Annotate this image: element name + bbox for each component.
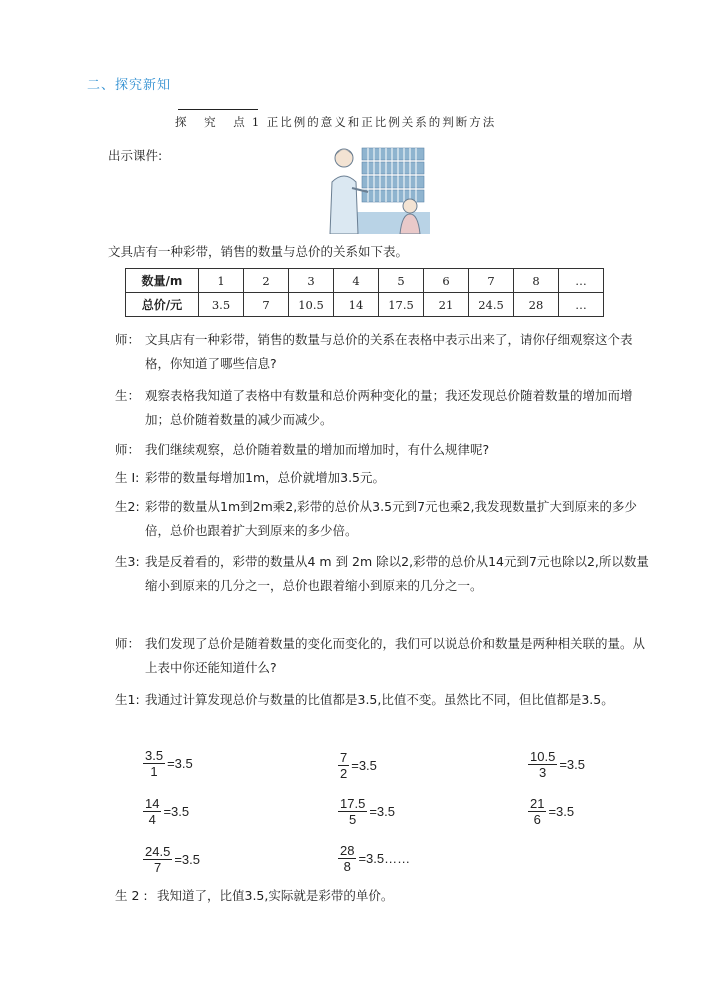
table-cell: 7 — [244, 293, 289, 317]
speaker-label: 生3: — [115, 554, 140, 569]
speaker-label: 生1: — [115, 692, 140, 707]
fraction-result: =3.5 — [559, 757, 585, 772]
dialogue-text: 观察表格我知道了表格中有数量和总价两种变化的量；我还发现总价随着数量的增加而增加；总价随着数量的减少而减少。 — [145, 388, 633, 427]
explore-heading — [175, 114, 496, 130]
explore-keyword: 探 究 点 — [175, 115, 252, 129]
dialogue-student-1b — [115, 688, 655, 712]
dialogue-teacher-1 — [115, 328, 655, 376]
fraction-result: =3.5 — [369, 804, 395, 819]
table-cell: 17.5 — [379, 293, 424, 317]
table-cell: 7 — [469, 269, 514, 293]
dialogue-teacher-2 — [115, 438, 655, 462]
speaker-label: 生 I: — [115, 470, 140, 485]
row-header-total: 总价/元 — [126, 293, 199, 317]
table-cell: … — [559, 269, 604, 293]
fraction-equation — [528, 796, 574, 827]
explore-underline — [178, 109, 258, 110]
dialogue-text: 我们继续观察，总价随着数量的增加而增加时，有什么规律呢? — [145, 442, 490, 457]
table-cell: 3 — [289, 269, 334, 293]
table-row — [126, 293, 604, 317]
fraction-numerator: 21 — [530, 796, 545, 811]
dialogue-text: 文具店有一种彩带，销售的数量与总价的关系在表格中表示出来了，请你仔细观察这个表格，你知道了哪些信息? — [145, 332, 633, 371]
fraction-numerator: 17.5 — [340, 796, 366, 811]
table-cell: 3.5 — [199, 293, 244, 317]
fraction-equation — [338, 796, 395, 827]
fraction-numerator: 3.5 — [145, 748, 164, 763]
fraction-denominator: 8 — [343, 859, 351, 874]
fraction-result: =3.5 — [163, 804, 190, 819]
speaker-label: 师： — [115, 332, 141, 347]
fraction-denominator: 2 — [340, 766, 348, 781]
section-title: 二、探究新知 — [87, 78, 172, 93]
price-table — [125, 268, 604, 317]
dialogue-text: 我是反着看的，彩带的数量从4 m 到 2m 除以2,彩带的总价从14元到7元也除以2,所以数量缩小到原来的几分之一，总价也跟着缩小到原来的几分之一。 — [145, 554, 649, 593]
fraction-equation — [143, 844, 200, 875]
shop-illustration — [322, 142, 430, 234]
table-cell: 4 — [334, 269, 379, 293]
explore-number: 1 — [251, 115, 262, 129]
table-cell: 6 — [424, 269, 469, 293]
fraction-denominator: 7 — [154, 860, 162, 875]
fraction-result: =3.5 — [174, 852, 200, 867]
table-cell: 5 — [379, 269, 424, 293]
fraction-equation — [338, 750, 377, 781]
fraction-result: =3.5 — [167, 756, 193, 771]
fraction-equation — [338, 843, 410, 874]
speaker-label: 生2: — [115, 499, 140, 514]
fraction-denominator: 4 — [148, 812, 156, 827]
dialogue-teacher-3 — [115, 632, 655, 680]
table-cell: 10.5 — [289, 293, 334, 317]
fraction-equation — [143, 748, 193, 779]
courseware-label: 出示课件: — [108, 148, 163, 163]
fraction-denominator: 6 — [533, 812, 541, 827]
dialogue-student-1 — [115, 384, 655, 432]
fraction-numerator: 7 — [340, 750, 348, 765]
dialogue-text: 彩带的数量从1m到2m乘2,彩带的总价从3.5元到7元也乘2,我发现数量扩大到原来的多少倍，总价也跟着扩大到原来的多少倍。 — [145, 499, 637, 538]
table-cell: … — [559, 293, 604, 317]
fraction-numerator: 28 — [340, 843, 355, 858]
dialogue-student-3 — [115, 550, 655, 598]
table-cell: 28 — [514, 293, 559, 317]
row-header-quantity: 数量/m — [126, 269, 199, 293]
fraction-result: =3.5 — [351, 758, 377, 773]
dialogue-text: 彩带的数量每增加1m，总价就增加3.5元。 — [145, 470, 386, 485]
fraction-denominator: 3 — [539, 765, 547, 780]
fraction-result: =3.5…… — [358, 851, 411, 866]
fraction-denominator: 5 — [349, 812, 357, 827]
dialogue-student-2 — [115, 495, 655, 543]
explore-title: 正比例的意义和正比例关系的判断方法 — [266, 115, 497, 129]
table-cell: 8 — [514, 269, 559, 293]
fraction-numerator: 10.5 — [530, 749, 556, 764]
fraction-denominator: 1 — [150, 764, 158, 779]
fraction-equation — [528, 749, 585, 780]
fraction-numerator: 24.5 — [145, 844, 171, 859]
speaker-label: 生： — [115, 388, 141, 403]
table-cell: 21 — [424, 293, 469, 317]
dialogue-text: 我知道了，比值3.5,实际就是彩带的单价。 — [157, 888, 394, 903]
dialogue-text: 我通过计算发现总价与数量的比值都是3.5,比值不变。虽然比不同，但比值都是3.5。 — [145, 692, 614, 707]
table-cell: 14 — [334, 293, 379, 317]
table-row — [126, 269, 604, 293]
intro-text: 文具店有一种彩带，销售的数量与总价的关系如下表。 — [108, 244, 409, 259]
fraction-equation — [143, 796, 189, 827]
speaker-label: 生 2 : — [115, 888, 148, 903]
speaker-label: 师： — [115, 442, 141, 457]
speaker-label: 师： — [115, 636, 141, 651]
fraction-result: =3.5 — [548, 804, 575, 819]
fraction-numerator: 14 — [145, 796, 160, 811]
dialogue-student-2b — [115, 884, 655, 908]
table-cell: 1 — [199, 269, 244, 293]
dialogue-student-i — [115, 466, 655, 490]
table-cell: 2 — [244, 269, 289, 293]
table-cell: 24.5 — [469, 293, 514, 317]
dialogue-text: 我们发现了总价是随着数量的变化而变化的，我们可以说总价和数量是两种相关联的量。从上表中你还能知道什么? — [145, 636, 646, 675]
